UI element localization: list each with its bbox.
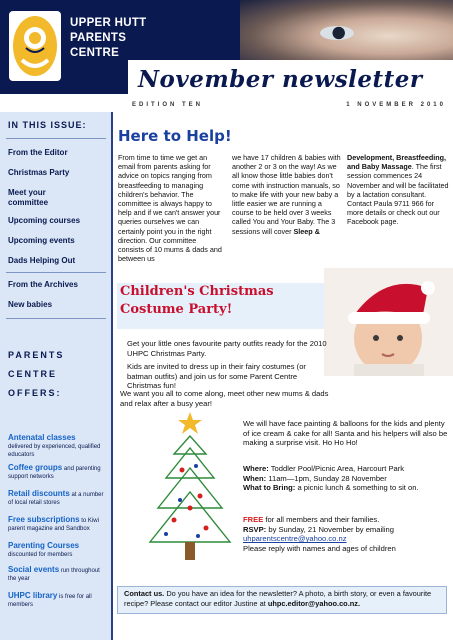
- contact-box: [117, 586, 447, 614]
- where-label: Where:: [243, 464, 269, 473]
- offer-social: [8, 566, 108, 583]
- help-column-2-bold: Sleep &: [293, 226, 320, 236]
- party-paragraph-2: Kids are invited to dress up in their fairy costumes (or batman outfits) and join us for some Parent Centre Christmas fun!: [127, 362, 306, 391]
- offer-key: Parenting Courses: [8, 541, 80, 550]
- issue-item-new-babies[interactable]: New babies: [8, 300, 53, 309]
- parents-centre-offers-heading: [8, 346, 64, 403]
- sidebar-divider: [6, 318, 106, 319]
- bring-label: What to Bring:: [243, 483, 296, 493]
- sidebar: [0, 112, 113, 640]
- help-column-3-bold: Development, Breastfeeding, and Baby Massage: [347, 153, 447, 172]
- offer-text: at a number of local retail stores: [8, 492, 104, 506]
- help-column-1: From time to time we get an email from parents asking for advice on topics ranging from breastfeeding to managing children's behavior. The committee is always happy to help and if we can't answer your queries ourselves we can certainly point you in the right direction. Our committee consists of 10 mums & dads and between us: [118, 153, 222, 264]
- santa-hat-baby-photo: [324, 268, 453, 376]
- newsletter-title: November newsletter: [138, 66, 423, 93]
- offer-retail: [8, 490, 108, 507]
- contact-text: Do you have an idea for the newsletter? A photo, a birth story, or even a favourite recipe? Please contact our editor Justine at: [124, 589, 432, 608]
- offer-text: is free for all members: [8, 594, 92, 608]
- offer-key: Coffee groups: [8, 463, 63, 472]
- offer-coffee-groups: [8, 464, 108, 481]
- when-value: 11am—1pm, Sunday 28 November: [268, 473, 387, 483]
- christmas-tree-graphic: [140, 408, 240, 578]
- offer-key: Free subscriptions: [8, 515, 80, 524]
- offer-text: and parenting support networks: [8, 466, 101, 480]
- offer-key: Antenatal classes: [8, 433, 76, 442]
- where-value: Toddler Pool/Picnic Area, Harcourt Park: [270, 464, 405, 473]
- pco-line-2: CENTRE: [8, 369, 58, 379]
- issue-item-dads[interactable]: Dads Helping Out: [8, 256, 76, 265]
- help-column-2-text: we have 17 children & babies with another 2 or 3 on the way! As we all know those little babies don't come with instruction manuals, so to make life with your new baby a little easier we are running a course to be held over 3 weeks called You and Your Baby. The 3 sessions will cover: [232, 153, 341, 236]
- offer-text: discounted for members: [8, 552, 73, 558]
- editor-email[interactable]: uhpc.editor@yahoo.co.nz.: [267, 599, 361, 608]
- offer-text: delivered by experienced, qualified educators: [8, 444, 101, 458]
- christmas-party-title: [120, 283, 320, 319]
- rsvp-label: RSVP:: [243, 524, 267, 534]
- issue-item-courses[interactable]: Upcoming courses: [8, 216, 81, 225]
- free-label: FREE: [243, 515, 264, 524]
- edition-date: 1 NOVEMBER 2010: [346, 102, 446, 108]
- organisation-name: [70, 16, 146, 61]
- offer-key: UHPC library: [8, 591, 58, 600]
- party-details: [243, 464, 453, 493]
- help-column-2: [232, 153, 342, 236]
- rsvp-email-link[interactable]: uhparentscentre@yahoo.co.nz: [243, 534, 347, 544]
- when-label: When:: [243, 473, 267, 483]
- party-paragraph-1: Get your little ones favourite party outfits ready for the 2010 UHPC Christmas Party.: [127, 339, 327, 358]
- org-line-2: PARENTS: [70, 32, 127, 44]
- issue-item-editor[interactable]: From the Editor: [8, 148, 68, 157]
- rsvp-text: by Sunday, 21 November by emailing: [268, 524, 394, 534]
- christmas-title-line-1: Children's Christmas: [120, 284, 274, 299]
- help-column-3-text: . The first session commences 24 November and will be facilitated by a lactation consultant. Contact Paula 9711 966 for more details or check out our Facebook page.: [347, 162, 449, 227]
- party-paragraph-4: We will have face painting & balloons for the kids and plenty of ice cream & cake for all! Santa and his helpers will also be making a surprise visit. Ho Ho Ho!: [243, 419, 448, 448]
- rsvp-reply-note: Please reply with names and ages of children: [243, 543, 396, 553]
- offer-antenatal: [8, 434, 108, 459]
- offer-key: Social events: [8, 565, 60, 574]
- offer-text: to Kiwi parent magazine and Sandbox: [8, 518, 99, 532]
- issue-item-christmas-party[interactable]: Christmas Party: [8, 168, 70, 177]
- offer-key: Retail discounts: [8, 489, 70, 498]
- parents-centre-logo: [8, 10, 62, 82]
- edition-bar: [128, 100, 446, 112]
- issue-item-committee[interactable]: Meet your committee: [8, 188, 49, 207]
- sidebar-divider: [6, 272, 106, 273]
- offer-text: run throughout the year: [8, 568, 100, 582]
- baby-eye-graphic: [320, 26, 354, 40]
- in-this-issue-heading: IN THIS ISSUE:: [8, 120, 87, 130]
- contact-label: Contact us.: [124, 589, 165, 598]
- offer-library: [8, 592, 108, 609]
- edition-label: EDITION TEN: [132, 102, 204, 108]
- free-text: for all members and their families.: [265, 515, 380, 524]
- christmas-title-line-2: Costume Party!: [120, 302, 233, 317]
- pco-line-3: OFFERS:: [8, 388, 62, 398]
- help-column-3: [347, 153, 449, 227]
- org-line-1: UPPER HUTT: [70, 17, 147, 29]
- offer-subscriptions: [8, 516, 108, 533]
- offer-courses: [8, 542, 108, 559]
- party-paragraph-3: We want you all to come along, meet other new mums & dads and relax after a busy year!: [120, 389, 329, 408]
- pco-line-1: PARENTS: [8, 350, 65, 360]
- bring-value: a picnic lunch & something to sit on.: [297, 483, 419, 493]
- issue-item-events[interactable]: Upcoming events: [8, 236, 75, 245]
- party-rsvp: [243, 515, 453, 553]
- issue-item-archives[interactable]: From the Archives: [8, 280, 78, 289]
- sidebar-divider: [6, 138, 106, 139]
- here-to-help-heading: Here to Help!: [118, 127, 232, 145]
- org-line-3: CENTRE: [70, 47, 120, 59]
